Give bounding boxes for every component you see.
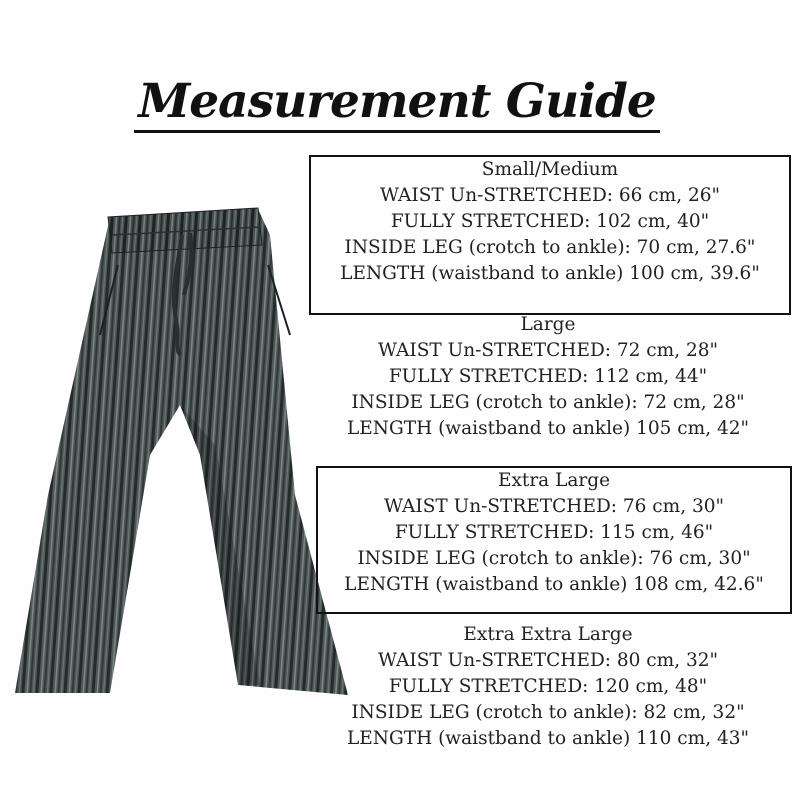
size-name: Extra Extra Large	[463, 624, 633, 645]
size-name: Extra Large	[497, 470, 611, 491]
length: LENGTH (waistband to ankle) 100 cm, 39.6"	[340, 263, 760, 284]
size-block-large	[309, 312, 787, 462]
fully-stretched: FULLY STRETCHED: 112 cm, 44"	[388, 366, 708, 387]
inside-leg: INSIDE LEG (crotch to ankle): 76 cm, 30"	[357, 548, 751, 569]
waist-unstretched: WAIST Un-STRETCHED: 80 cm, 32"	[377, 650, 719, 671]
size-name: Small/Medium	[481, 159, 619, 180]
inside-leg: INSIDE LEG (crotch to ankle): 72 cm, 28"	[351, 392, 745, 413]
length: LENGTH (waistband to ankle) 105 cm, 42"	[346, 418, 750, 439]
fully-stretched: FULLY STRETCHED: 120 cm, 48"	[388, 676, 708, 697]
size-block-extra-large	[316, 466, 792, 614]
fully-stretched: FULLY STRETCHED: 102 cm, 40"	[390, 211, 710, 232]
fully-stretched: FULLY STRETCHED: 115 cm, 46"	[394, 522, 714, 543]
length: LENGTH (waistband to ankle) 110 cm, 43"	[346, 728, 750, 749]
size-block-extra-extra-large	[309, 622, 787, 772]
inside-leg: INSIDE LEG (crotch to ankle): 70 cm, 27.6"	[344, 237, 756, 258]
page-title-text: Measurement Guide	[134, 74, 660, 133]
waist-unstretched: WAIST Un-STRETCHED: 76 cm, 30"	[383, 496, 725, 517]
waist-unstretched: WAIST Un-STRETCHED: 72 cm, 28"	[377, 340, 719, 361]
page-title	[0, 74, 794, 129]
pants-photo	[0, 195, 350, 705]
size-name: Large	[520, 314, 576, 335]
length: LENGTH (waistband to ankle) 108 cm, 42.6"	[344, 574, 764, 595]
size-block-small-medium	[309, 155, 791, 315]
inside-leg: INSIDE LEG (crotch to ankle): 82 cm, 32"	[351, 702, 745, 723]
waist-unstretched: WAIST Un-STRETCHED: 66 cm, 26"	[379, 185, 721, 206]
